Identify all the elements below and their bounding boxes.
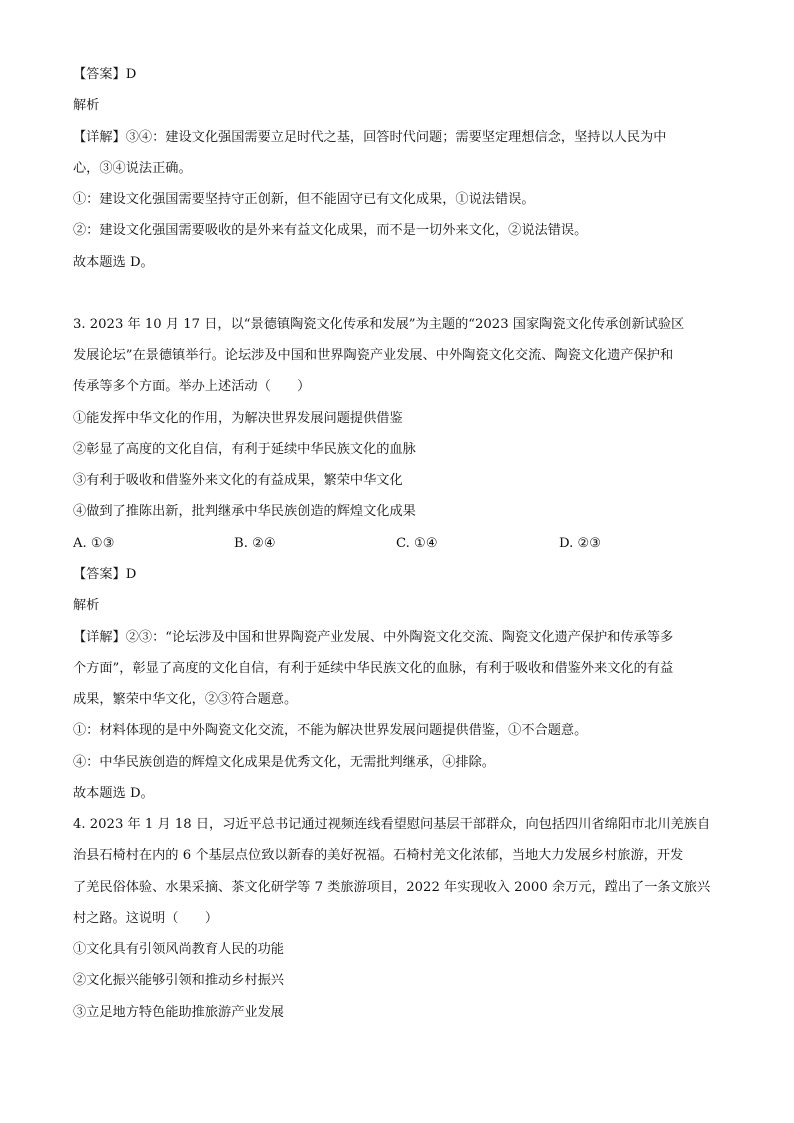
question-4-stem: 了羌民俗体验、水果采摘、茶文化研学等 7 类旅游项目，2022 年实现收入 2000 余万元，蹚出了一条文旅兴 [73, 880, 711, 895]
explanation-line: ①：建设文化强国需要坚持守正创新，但不能固守已有文化成果，①说法错误。 [73, 192, 535, 207]
explanation-line: 成果，繁荣中华文化，②③符合题意。 [73, 692, 298, 707]
statement-item: ③有利于吸收和借鉴外来文化的有益成果，繁荣中华文化 [73, 473, 403, 488]
question-4-stem: 村之路。这说明（ ） [73, 911, 219, 926]
option-d: D. ②③ [559, 536, 602, 551]
question-4-stem: 治县石椅村在内的 6 个基层点位致以新春的美好祝福。石椅村羌文化浓郁，当地大力发展乡村旅游，开发 [73, 848, 684, 863]
explanation-line: ②：建设文化强国需要吸收的是外来有益文化成果，而不是一切外来文化，②说法错误。 [73, 223, 588, 238]
statement-item: ②文化振兴能够引领和推动乡村振兴 [73, 973, 284, 988]
answer-options [73, 535, 723, 553]
question-4-stem: 4. 2023 年 1 月 18 日，习近平总书记通过视频连线看望慰问基层干部群众，向包括四川省绵阳市北川羌族自 [73, 817, 711, 832]
conclusion-line: 故本题选 D。 [73, 786, 154, 801]
statement-item: ③立足地方特色能助推旅游产业发展 [73, 1005, 284, 1020]
option-a: A. ①③ [73, 536, 115, 551]
explanation-line: 【详解】③④：建设文化强国需要立足时代之基，回答时代问题；需要坚定理想信念，坚持以人民为中 [73, 130, 667, 145]
analysis-label: 解析 [73, 598, 100, 613]
answer-label: 【答案】D [73, 567, 137, 582]
statement-item: ②彰显了高度的文化自信，有利于延续中华民族文化的血脉 [73, 442, 416, 457]
analysis-label: 解析 [73, 98, 100, 113]
question-3-stem: 传承等多个方面。举办上述活动（ ） [73, 379, 311, 394]
explanation-line: ④：中华民族创造的辉煌文化成果是优秀文化，无需批判继承，④排除。 [73, 755, 495, 770]
explanation-line: 【详解】②③：“论坛涉及中国和世界陶瓷产业发展、中外陶瓷文化交流、陶瓷文化遗产保护和传承等多 [73, 630, 674, 645]
option-b: B. ②④ [234, 536, 276, 551]
option-c: C. ①④ [396, 536, 438, 551]
statement-item: ①能发挥中华文化的作用，为解决世界发展问题提供借鉴 [73, 411, 403, 426]
statement-item: ①文化具有引领风尚教育人民的功能 [73, 942, 284, 957]
conclusion-line: 故本题选 D。 [73, 255, 154, 270]
answer-label: 【答案】D [73, 67, 137, 82]
question-3-stem: 发展论坛”在景德镇举行。论坛涉及中国和世界陶瓷产业发展、中外陶瓷文化交流、陶瓷文化遗产保护和 [73, 348, 674, 363]
explanation-line: 心，③④说法正确。 [73, 161, 192, 176]
explanation-line: 个方面”，彰显了高度的文化自信，有利于延续中华民族文化的血脉，有利于吸收和借鉴外来文化的有益 [73, 661, 674, 676]
statement-item: ④做到了推陈出新，批判继承中华民族创造的辉煌文化成果 [73, 504, 416, 519]
explanation-line: ①：材料体现的是中外陶瓷文化交流，不能为解决世界发展问题提供借鉴，①不合题意。 [73, 723, 588, 738]
question-3-stem: 3. 2023 年 10 月 17 日，以“景德镇陶瓷文化传承和发展”为主题的“2023 国家陶瓷文化传承创新试验区 [73, 317, 685, 332]
